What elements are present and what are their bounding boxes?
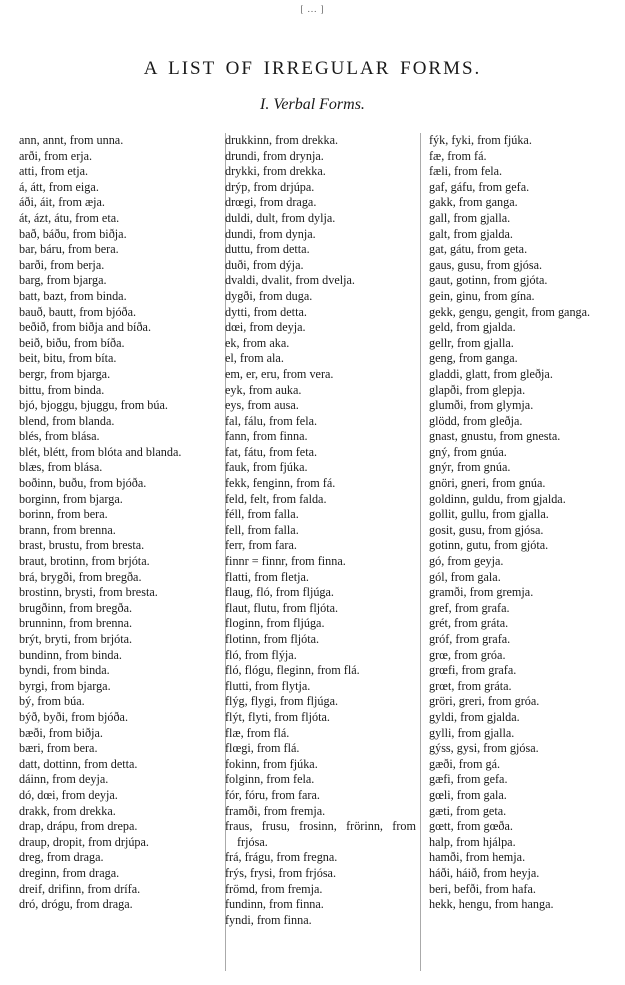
list-item: hekk, hengu, from hanga. xyxy=(429,897,554,912)
list-item: ek, from aka. xyxy=(225,335,290,350)
list-item: fekk, fenginn, from fá. xyxy=(225,476,336,491)
list-item: gæði, from gá. xyxy=(429,756,501,771)
list-item: feld, felt, from falda. xyxy=(225,491,327,506)
list-item: gæti, from geta. xyxy=(429,803,507,818)
list-item: blés, from blása. xyxy=(19,429,100,444)
list-item: drýp, from drjúpa. xyxy=(225,179,315,194)
list-item: gaf, gáfu, from gefa. xyxy=(429,179,530,194)
list-item: batt, bazt, from binda. xyxy=(19,288,127,303)
list-item: dró, drógu, from draga. xyxy=(19,897,133,912)
list-item: brunninn, from brenna. xyxy=(19,616,133,631)
list-item: gnast, gnustu, from gnesta. xyxy=(429,429,561,444)
list-item: fundinn, from finna. xyxy=(225,897,324,912)
list-item: bundinn, from binda. xyxy=(19,647,122,662)
list-item: gröri, greri, from gróa. xyxy=(429,694,540,709)
list-item: brann, from brenna. xyxy=(19,522,116,537)
list-item: drukkinn, from drekka. xyxy=(225,133,339,147)
list-item: byndi, from binda. xyxy=(19,663,110,678)
list-item: drundi, from drynja. xyxy=(225,148,324,163)
list-item: gól, from gala. xyxy=(429,569,501,584)
section-heading: I. Verbal Forms. xyxy=(260,96,365,113)
list-item: borginn, from bjarga. xyxy=(19,491,123,506)
list-item: grœt, from gráta. xyxy=(429,678,512,693)
list-item: fló, from flýja. xyxy=(225,647,297,662)
list-item: át, ázt, átu, from eta. xyxy=(19,210,120,225)
list-item: finnr = finnr, from finna. xyxy=(225,554,346,569)
list-item: áði, áit, from æja. xyxy=(19,195,105,210)
list-item: drœgi, from draga. xyxy=(225,195,317,210)
list-item: dygði, from duga. xyxy=(225,288,313,303)
list-item: gakk, from ganga. xyxy=(429,195,518,210)
list-item: glödd, from gleðja. xyxy=(429,413,523,428)
list-item: beri, befði, from hafa. xyxy=(429,881,536,896)
list-item: flotinn, from fljóta. xyxy=(225,632,320,646)
list-item: gný, from gnúa. xyxy=(429,444,507,459)
list-item: drap, drápu, from drepa. xyxy=(19,819,138,834)
list-item: grét, from gráta. xyxy=(429,616,509,631)
list-item: bæði, from biðja. xyxy=(19,725,103,740)
list-item: framði, from fremja. xyxy=(225,803,326,818)
list-item: barði, from berja. xyxy=(19,257,105,272)
list-item: dytti, from detta. xyxy=(225,304,307,319)
list-item: gat, gátu, from geta. xyxy=(429,242,528,257)
list-item: brast, brustu, from bresta. xyxy=(19,538,145,553)
list-item: glapði, from glepja. xyxy=(429,382,526,397)
list-item: geld, from gjalda. xyxy=(429,320,516,335)
list-item: fat, fátu, from feta. xyxy=(225,444,318,459)
list-item: gollit, gullu, from gjalla. xyxy=(429,507,549,522)
list-item: datt, dottinn, from detta. xyxy=(19,756,138,771)
list-item: dreg, from draga. xyxy=(19,850,104,865)
list-item: grœ, from gróa. xyxy=(429,647,506,662)
list-item: bjó, bjoggu, bjuggu, from búa. xyxy=(19,398,168,413)
list-item: flæ, from flá. xyxy=(225,725,290,740)
list-item: ferr, from fara. xyxy=(225,538,297,553)
list-item: duttu, from detta. xyxy=(225,242,310,257)
list-item: gosit, gusu, from gjósa. xyxy=(429,522,544,537)
list-item: goldinn, guldu, from gjalda. xyxy=(429,491,566,506)
list-item: á, átt, from eiga. xyxy=(19,179,99,194)
list-item: gœli, from gala. xyxy=(429,787,507,802)
column-1 xyxy=(19,133,215,913)
list-item: gref, from grafa. xyxy=(429,600,510,615)
list-item: frá, frágu, from fregna. xyxy=(225,850,338,865)
list-item: arði, from erja. xyxy=(19,148,93,163)
list-item: beið, biðu, from bíða. xyxy=(19,335,125,350)
list-item: bað, báðu, from biðja. xyxy=(19,226,127,241)
list-item: fraus, frusu, frosinn, frörinn, from frjósa. xyxy=(225,819,416,849)
list-item: galt, from gjalda. xyxy=(429,226,513,241)
list-item: bæri, from bera. xyxy=(19,741,98,756)
list-item: gnöri, gneri, from gnúa. xyxy=(429,476,546,491)
list-item: duði, from dýja. xyxy=(225,257,304,272)
list-item: brá, brygði, from bregða. xyxy=(19,569,142,584)
list-item: grœfi, from grafa. xyxy=(429,663,517,678)
list-item: gekk, gengu, gengit, from ganga. xyxy=(429,304,591,319)
list-item: gœtt, from gœða. xyxy=(429,819,513,834)
page-title: A LIST OF IRREGULAR FORMS. xyxy=(143,58,482,79)
list-item: brugðinn, from bregða. xyxy=(19,600,133,615)
list-item: fló, flógu, fleginn, from flá. xyxy=(225,663,360,678)
list-item: drykki, from drekka. xyxy=(225,164,326,179)
list-item: frýs, frysi, from frjósa. xyxy=(225,865,337,880)
list-item: barg, from bjarga. xyxy=(19,273,107,288)
list-item: gall, from gjalla. xyxy=(429,210,511,225)
list-item: gróf, from grafa. xyxy=(429,632,511,646)
list-item: fokinn, from fjúka. xyxy=(225,756,318,771)
list-item: geng, from ganga. xyxy=(429,351,518,366)
list-item: dreif, drifinn, from drífa. xyxy=(19,881,141,896)
entry-columns xyxy=(0,133,625,973)
list-item: eys, from ausa. xyxy=(225,398,299,413)
list-item: flaut, flutu, from fljóta. xyxy=(225,600,339,615)
list-item: gotinn, gutu, from gjóta. xyxy=(429,538,549,553)
list-item: dundi, from dynja. xyxy=(225,226,316,241)
list-item: drakk, from drekka. xyxy=(19,803,116,818)
list-item: fæli, from fela. xyxy=(429,164,503,179)
list-item: eyk, from auka. xyxy=(225,382,302,397)
list-item: fyndi, from finna. xyxy=(225,912,312,927)
list-item: gladdi, glatt, from gleðja. xyxy=(429,366,553,381)
list-item: hamði, from hemja. xyxy=(429,850,526,865)
list-item: borinn, from bera. xyxy=(19,507,108,522)
list-item: brostinn, brysti, from bresta. xyxy=(19,585,158,600)
page-number-mark: [ ... ] xyxy=(300,4,325,14)
list-item: dó, dœi, from deyja. xyxy=(19,787,118,802)
list-item: el, from ala. xyxy=(225,351,284,366)
list-item: háði, háið, from heyja. xyxy=(429,865,540,880)
list-item: blend, from blanda. xyxy=(19,413,115,428)
column-3 xyxy=(420,133,624,971)
list-item: beit, bitu, from bíta. xyxy=(19,351,117,366)
list-item: gó, from geyja. xyxy=(429,554,504,569)
list-item: beðið, from biðja and bíða. xyxy=(19,320,151,335)
list-item: duldi, dult, from dylja. xyxy=(225,210,336,225)
list-item: gyldi, from gjalda. xyxy=(429,709,520,724)
list-item: dvaldi, dvalit, from dvelja. xyxy=(225,273,355,288)
column-2 xyxy=(225,133,416,971)
list-item: floginn, from fljúga. xyxy=(225,616,325,631)
list-item: halp, from hjálpa. xyxy=(429,834,516,849)
list-item: braut, brotinn, from brjóta. xyxy=(19,554,150,569)
list-item: fýk, fyki, from fjúka. xyxy=(429,133,532,147)
list-item: fór, fóru, from fara. xyxy=(225,787,320,802)
list-item: gellr, from gjalla. xyxy=(429,335,514,350)
list-item: atti, from etja. xyxy=(19,164,89,179)
list-item: gæfi, from gefa. xyxy=(429,772,508,787)
list-item: flatti, from fletja. xyxy=(225,569,309,584)
list-item: fal, fálu, from fela. xyxy=(225,413,318,428)
list-item: flýg, flygi, from fljúga. xyxy=(225,694,339,709)
list-item: bauð, bautt, from bjóða. xyxy=(19,304,137,319)
list-item: dáinn, from deyja. xyxy=(19,772,109,787)
list-item: gein, ginu, from gína. xyxy=(429,288,535,303)
list-item: bittu, from binda. xyxy=(19,382,105,397)
list-item: bergr, from bjarga. xyxy=(19,366,111,381)
list-item: bar, báru, from bera. xyxy=(19,242,119,257)
list-item: flýt, flyti, from fljóta. xyxy=(225,709,330,724)
list-item: blæs, from blása. xyxy=(19,460,103,475)
list-item: draup, dropit, from drjúpa. xyxy=(19,834,149,849)
list-item: býð, byði, from bjóða. xyxy=(19,709,128,724)
list-item: byrgi, from bjarga. xyxy=(19,678,111,693)
list-item: gaut, gotinn, from gjóta. xyxy=(429,273,548,288)
list-item: glumði, from glymja. xyxy=(429,398,534,413)
list-item: flutti, from flytja. xyxy=(225,678,311,693)
list-item: gramði, from gremja. xyxy=(429,585,534,600)
list-item: frömd, from fremja. xyxy=(225,881,323,896)
list-item: flaug, fló, from fljúga. xyxy=(225,585,334,600)
list-item: bý, from búa. xyxy=(19,694,85,709)
list-item: fæ, from fá. xyxy=(429,148,487,163)
list-item: fauk, from fjúka. xyxy=(225,460,308,475)
list-item: féll, from falla. xyxy=(225,507,299,522)
list-item: flœgi, from flá. xyxy=(225,741,300,756)
list-item: gylli, from gjalla. xyxy=(429,725,515,740)
list-item: fann, from finna. xyxy=(225,429,308,444)
list-item: brýt, bryti, from brjóta. xyxy=(19,632,133,646)
list-item: folginn, from fela. xyxy=(225,772,315,787)
list-item: fell, from falla. xyxy=(225,522,299,537)
list-item: dreginn, from draga. xyxy=(19,865,120,880)
list-item: blét, blétt, from blóta and blanda. xyxy=(19,444,182,459)
list-item: gýss, gysi, from gjósa. xyxy=(429,741,539,756)
list-item: em, er, eru, from vera. xyxy=(225,366,334,381)
list-item: gaus, gusu, from gjósa. xyxy=(429,257,543,272)
list-item: dœi, from deyja. xyxy=(225,320,306,335)
list-item: ann, annt, from unna. xyxy=(19,133,124,147)
list-item: gnýr, from gnúa. xyxy=(429,460,511,475)
list-item: boðinn, buðu, from bjóða. xyxy=(19,476,147,491)
